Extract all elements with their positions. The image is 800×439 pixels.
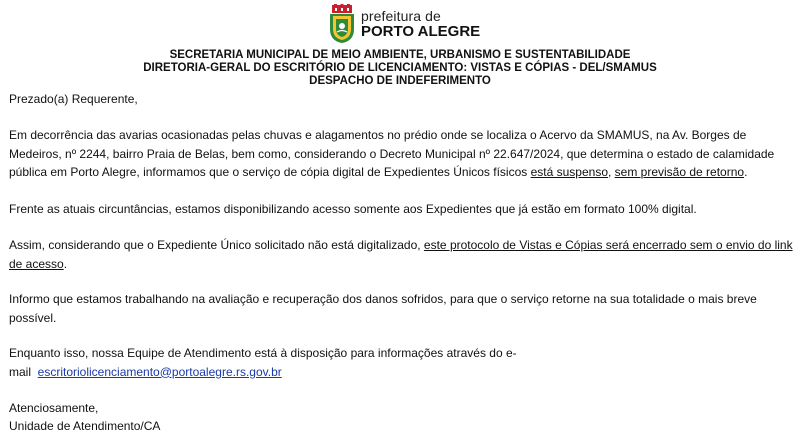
paragraph-calamity-end: . [744,165,748,179]
document-heading [0,49,800,88]
paragraph-recovery: Informo que estamos trabalhando na avaliação e recuperação dos danos sofridos, para que o serviço retorne na sua totalidade o mais breve possível. [9,292,757,325]
no-return-forecast-notice: sem previsão de retorno [614,165,745,179]
signature: Unidade de Atendimento/CA [9,419,161,433]
contact-email-prefix: mail [9,364,38,379]
paragraph-protocol-end: . [63,256,68,271]
contact-line1: Enquanto isso, nossa Equipe de Atendimento está à disposição para informações através do e- [9,346,517,360]
closing: Atenciosamente, [9,401,99,415]
paragraph-contact [9,344,794,381]
logo-text-prefeitura: prefeitura de [361,8,441,24]
suspended-notice: está suspenso [530,165,608,179]
paragraph-calamity [9,126,794,182]
prefeitura-logo [327,4,480,44]
greeting: Prezado(a) Requerente, [9,92,138,106]
paragraph-protocol-text: Assim, considerando que o Expediente Único solicitado não está digitalizado, [9,238,424,252]
email-link[interactable]: escritoriolicenciamento@portoalegre.rs.gov.br [37,364,282,379]
heading-diretoria: DIRETORIA-GERAL DO ESCRITÓRIO DE LICENCIAMENTO: VISTAS E CÓPIAS - DEL/SMAMUS [143,62,657,74]
heading-despacho: DESPACHO DE INDEFERIMENTO [309,75,491,87]
protocol-closed-notice: este protocolo de Vistas e Cópias será encerrado sem o envio do link de acesso [9,238,793,271]
paragraph-calamity-sep: , [608,165,615,179]
logo-text-porto-alegre: PORTO ALEGRE [361,23,481,40]
porto-alegre-crest-icon [327,4,357,44]
paragraph-protocol [9,236,794,273]
heading-secretaria: SECRETARIA MUNICIPAL DE MEIO AMBIENTE, URBANISMO E SUSTENTABILIDADE [169,49,631,61]
paragraph-circumstances: Frente as atuais circuntâncias, estamos disponibilizando acesso somente aos Expedientes que já estão em formato 100% digital. [9,202,697,216]
paragraph-calamity-text: Em decorrência das avarias ocasionadas pelas chuvas e alagamentos no prédio onde se localiza o Acervo da SMAMUS, na Av. Borges de Medeiros, nº 2244, bairro Praia de Belas, bem como, considerando o Decreto Municipal nº 22.647/2024, que determina o estado de calamidade pública em Porto Alegre, informamos que o serviço de cópia digital de Expedientes Únicos físicos [9,128,775,179]
